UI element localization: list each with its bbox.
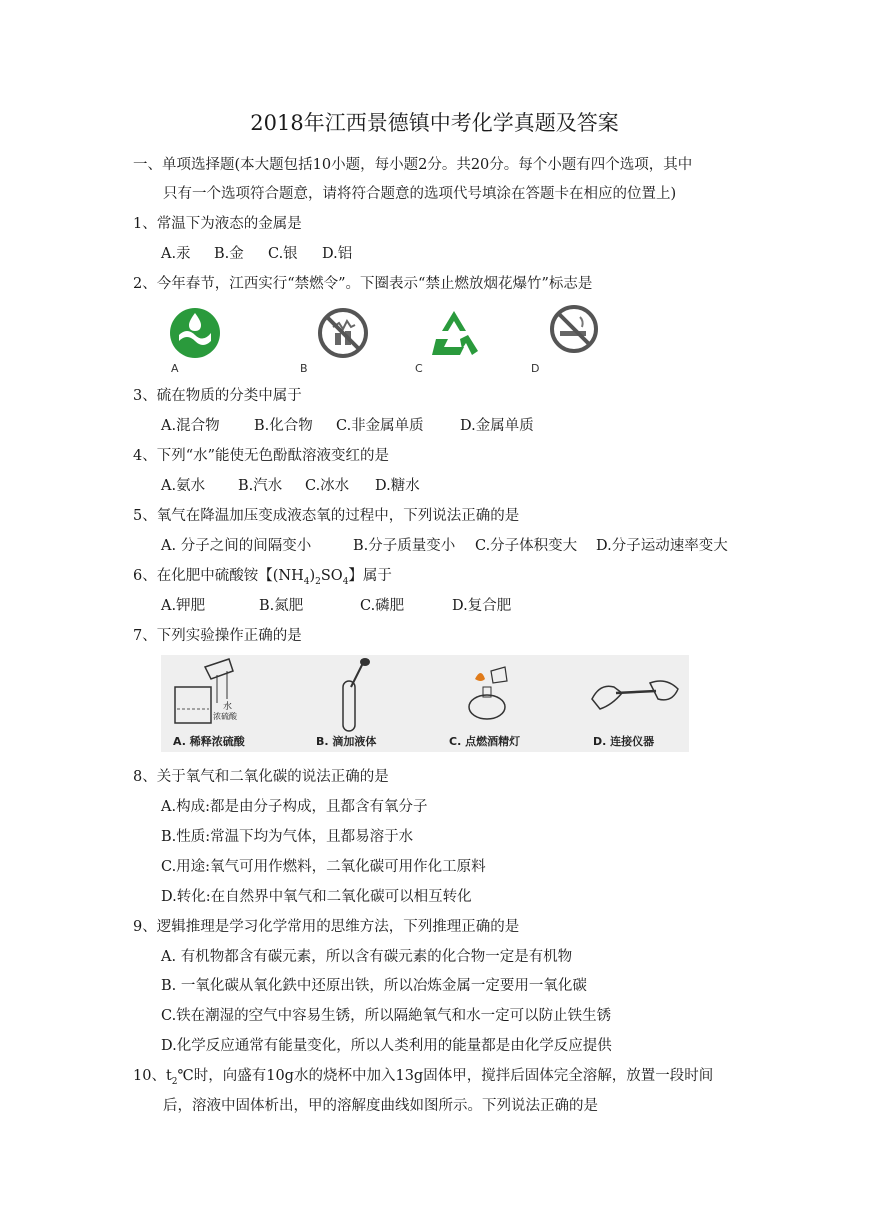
q7-caption-a: A. 稀释浓硫酸 [173,735,245,748]
q1-option-d: D.铝 [322,246,353,262]
q4-option-d: D.糖水 [375,478,420,494]
q9-option-a: A. 有机物都含有碳元素，所以含有碳元素的化合物一定是有机物 [161,949,573,965]
q1-option-c: C.银 [268,246,298,262]
q3-option-b: B.化合物 [254,418,313,434]
q8-option-c: C.用途:氧气可用作燃料，二氧化碳可用作化工原料 [161,859,486,875]
q7-stem: 7、下列实验操作正确的是 [133,628,302,644]
q5-option-c: C.分子体积变大 [475,538,578,554]
q8-option-d: D.转化:在自然界中氧气和二氧化碳可以相互转化 [161,889,472,905]
q1-option-a: A.汞 [161,246,191,262]
no-smoking-sign [548,305,608,377]
q9-stem: 9、逻辑推理是学习化学常用的思维方法，下列推理正确的是 [133,919,520,935]
q2-label-d: D [531,362,540,375]
section-heading: 一、单项选择题(本大题包括10小题，每小题2分。共20分。每个小题有四个选项，其中 [133,157,693,173]
q7-caption-c: C. 点燃酒精灯 [449,735,521,748]
q8-option-b: B.性质:常温下均为气体，且都易溶于水 [161,829,414,845]
q5-option-b: B.分子质量变小 [353,538,456,554]
q6-option-a: A.钾肥 [161,598,206,614]
q9-option-d: D.化学反应通常有能量变化，所以人类利用的能量都是由化学反应提供 [161,1038,612,1054]
q5-stem: 5、氧气在降温加压变成液态氧的过程中，下列说法正确的是 [133,508,520,524]
q3-option-c: C.非金属单质 [336,418,424,434]
q3-option-d: D.金属单质 [460,418,534,434]
q6-stem: 6、在化肥中硫酸铵【$(NH_4)_2SO_4$】属于 [133,568,392,587]
water-label: 水 [223,702,233,712]
q9-option-b: B. 一氧化碳从氧化鉄中还原出铁，所以冶炼金属一定要用一氧化碳 [161,978,587,994]
recycle-sign [426,305,486,377]
dilution-beaker-illustration [171,657,251,729]
q8-stem: 8、关于氧气和二氧化碳的说法正确的是 [133,769,389,785]
acid-label: 浓硫酸 [213,712,237,721]
page-title: 2018年江西景德镇中考化学真题及答案 [250,111,619,135]
alcohol-lamp-illustration [461,661,521,731]
q10-stem: 10、$t_2℃$时，向盛有10g水的烧杯中加入13g固体甲，搅拌后固体完全溶解，放置一段时间 [133,1068,714,1087]
q4-option-a: A.氨水 [161,478,206,494]
q6-option-d: D.复合肥 [452,598,512,614]
q10-stem-continued: 后，溶液中固体析出，甲的溶解度曲线如图所示。下列说法正确的是 [163,1098,598,1114]
section-instructions: 只有一个选项符合题意，请将符合题意的选项代号填涂在答题卡在相应的位置上) [163,186,677,202]
dropper-tube-illustration [333,657,373,735]
q7-caption-b: B. 滴加液体 [316,735,377,748]
q4-option-b: B.汽水 [238,478,283,494]
lab-operations-figure [161,655,689,752]
connect-tubes-illustration [586,669,686,719]
q7-caption-d: D. 连接仪器 [593,735,655,748]
q6-option-b: B.氮肥 [259,598,304,614]
q2-stem: 2、今年春节，江西实行“禁燃令”。下圈表示“禁止燃放烟花爆竹”标志是 [133,276,593,292]
q8-option-a: A.构成:都是由分子构成，且都含有氧分子 [161,799,428,815]
q5-option-d: D.分子运动速率变大 [596,538,728,554]
q2-label-a: A [171,362,179,375]
q2-label-b: B [300,362,308,375]
q3-option-a: A.混合物 [161,418,220,434]
q1-option-b: B.金 [214,246,244,262]
no-fireworks-sign [315,305,375,377]
q1-stem: 1、常温下为液态的金属是 [133,216,302,232]
q9-option-c: C.铁在潮湿的空气中容易生锈，所以隔絶氧气和水一定可以防止铁生锈 [161,1008,612,1024]
q6-option-c: C.磷肥 [360,598,405,614]
q4-option-c: C.冰水 [305,478,350,494]
q3-stem: 3、硫在物质的分类中属于 [133,388,302,404]
q4-stem: 4、下列“水”能使无色酚酞溶液变红的是 [133,448,390,464]
q2-label-c: C [415,362,423,375]
q5-option-a: A. 分子之间的间隔变小 [161,538,312,554]
